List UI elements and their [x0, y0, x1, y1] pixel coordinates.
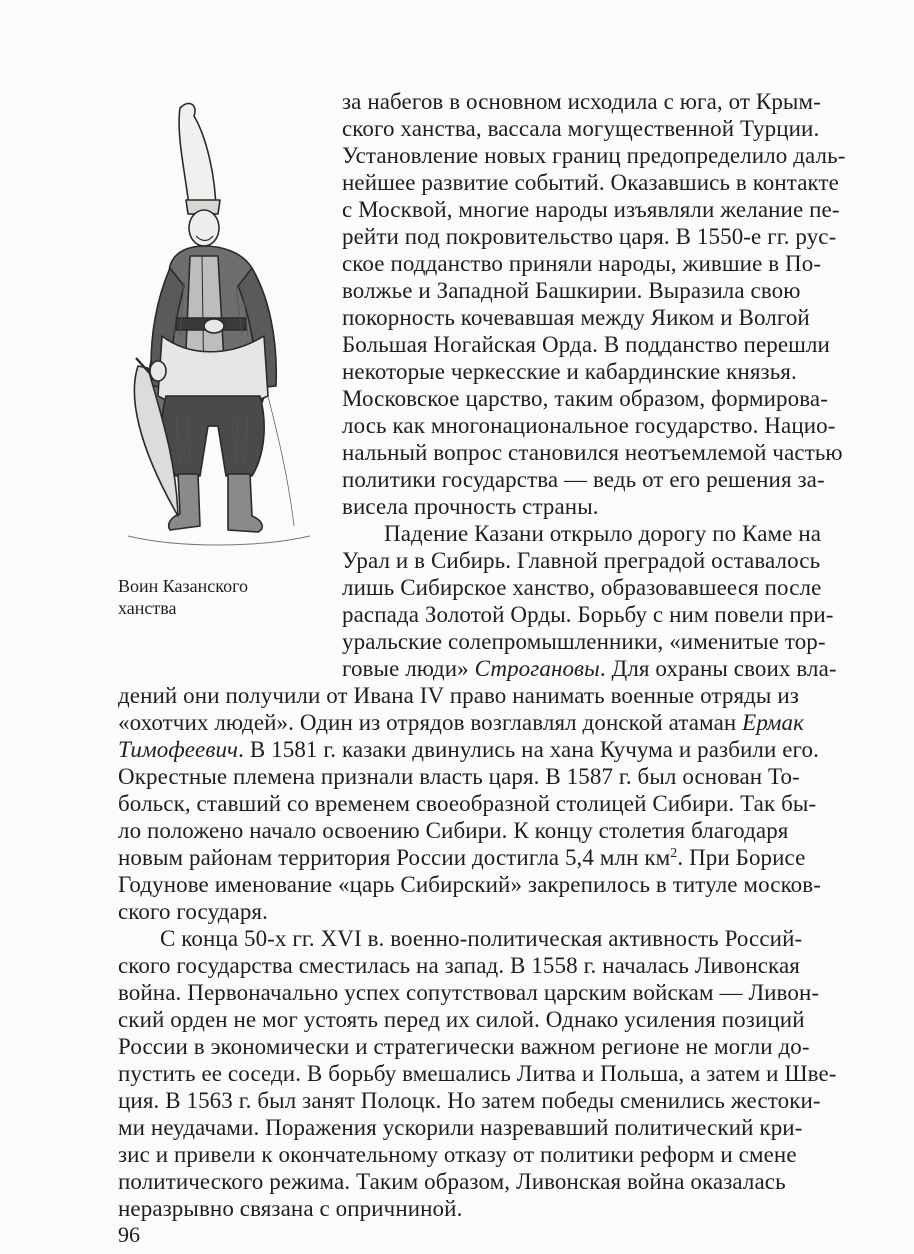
text-line: ского государя. [118, 899, 268, 924]
text-line: дений они получили от Ивана IV право нанимать военные отряды из [118, 683, 799, 708]
text-line: Годунове именование «царь Сибирский» закрепилось в титуле москов- [118, 872, 821, 897]
text-line: война. Первоначально успех сопутствовал царским войскам — Ливон- [118, 980, 820, 1005]
text-line: пустить ее соседи. В борьбу вмешались Литва и Польша, а затем и Шве- [118, 1061, 837, 1086]
text-run: . При Борисе [677, 845, 806, 870]
text-line [118, 845, 805, 871]
text-line: С конца 50-х гг. XVI в. военно-политическая активность Россий- [160, 926, 803, 951]
text-line: уральские солепромышленники, «именитые тор- [342, 629, 826, 654]
caption-line: Воин Казанского [118, 576, 249, 596]
text-line [342, 656, 837, 682]
text-line: распада Золотой Орды. Борьбу с ним повели при- [342, 602, 834, 627]
text-line: неразрывно связана с опричниной. [118, 1196, 463, 1221]
text-line [118, 710, 804, 736]
text-line: с Москвой, многие народы изъявляли желание пе- [342, 197, 840, 222]
caption-line: ханства [118, 598, 177, 618]
text-line [118, 737, 819, 763]
text-run: . Для охраны своих вла- [599, 656, 837, 681]
text-line: ского государства сместилась на запад. В 1558 г. началась Ливонская [118, 953, 800, 978]
text-run: говые люди» [342, 656, 475, 681]
text-line: волжье и Западной Башкирии. Выразила свою [342, 278, 801, 303]
text-run: . В 1581 г. казаки двинулись на хана Кучума и разбили его. [238, 737, 819, 762]
text-line: покорность кочевавшая между Яиком и Волгой [342, 305, 810, 330]
page-number: 96 [118, 1222, 140, 1247]
text-line: висела прочность страны. [342, 494, 599, 519]
text-run: «охотчих людей». Один из отрядов возглавлял донской атаман [118, 710, 743, 735]
text-line: ция. В 1563 г. был занят Полоцк. Но затем победы сменились жестоки- [118, 1088, 821, 1113]
text-line: ское подданство приняли народы, жившие в По- [342, 251, 822, 276]
text-line: лось как многонациональное государство. Нацио- [342, 413, 836, 438]
text-line: Падение Казани открыло дорогу по Каме на [384, 521, 822, 546]
warrior-drawing [118, 96, 318, 554]
text-line: ми неудачами. Поражения ускорили назревавший политический кри- [118, 1115, 803, 1140]
text-line: политики государства — ведь от его решения за- [342, 467, 825, 492]
text-line: ского ханства, вассала могущественной Турции. [342, 116, 820, 141]
text-line: Окрестные племена признали власть царя. В 1587 г. был основан То- [118, 764, 800, 789]
text-line: Установление новых границ предопределило даль- [342, 143, 846, 168]
text-line: политического режима. Таким образом, Ливонская война оказалась [118, 1169, 786, 1194]
text-run: новым районам территория России достигла 5,4 млн км [118, 845, 671, 870]
text-line: больск, ставший со временем своеобразной столицей Сибири. Так бы- [118, 791, 817, 816]
text-line: Урал и в Сибирь. Главной преградой оставалось [342, 548, 821, 573]
illustration-kazan-warrior [118, 96, 318, 554]
text-line: нейшее развитие событий. Оказавшись в контакте [342, 170, 839, 195]
text-line: некоторые черкесские и кабардинские князья. [342, 359, 797, 384]
figure-caption [118, 575, 318, 619]
text-line: ло положено начало освоению Сибири. К концу столетия благодаря [118, 818, 789, 843]
text-line: за набегов в основном исходила с юга, от Крым- [342, 89, 821, 114]
text-line: ский орден не мог устоять перед их силой. Однако усиления позиций [118, 1007, 805, 1032]
superscript: 2 [670, 846, 678, 861]
text-line: рейти под покровительство царя. В 1550-е гг. рус- [342, 224, 837, 249]
text-run-italic: Тимофеевич [118, 737, 239, 762]
text-line: России в экономически и стратегически важном регионе не могли до- [118, 1034, 810, 1059]
text-line: лишь Сибирское ханство, образовавшееся после [342, 575, 822, 600]
text-line: нальный вопрос становился неотъемлемой частью [342, 440, 843, 465]
text-line: Большая Ногайская Орда. В подданство перешли [342, 332, 830, 357]
text-line: Московское царство, таким образом, формирова- [342, 386, 828, 411]
text-line: зис и привели к окончательному отказу от политики реформ и смене [118, 1142, 797, 1167]
text-run-italic: Ермак [742, 710, 805, 735]
text-run-italic: Строгановы [474, 656, 600, 681]
